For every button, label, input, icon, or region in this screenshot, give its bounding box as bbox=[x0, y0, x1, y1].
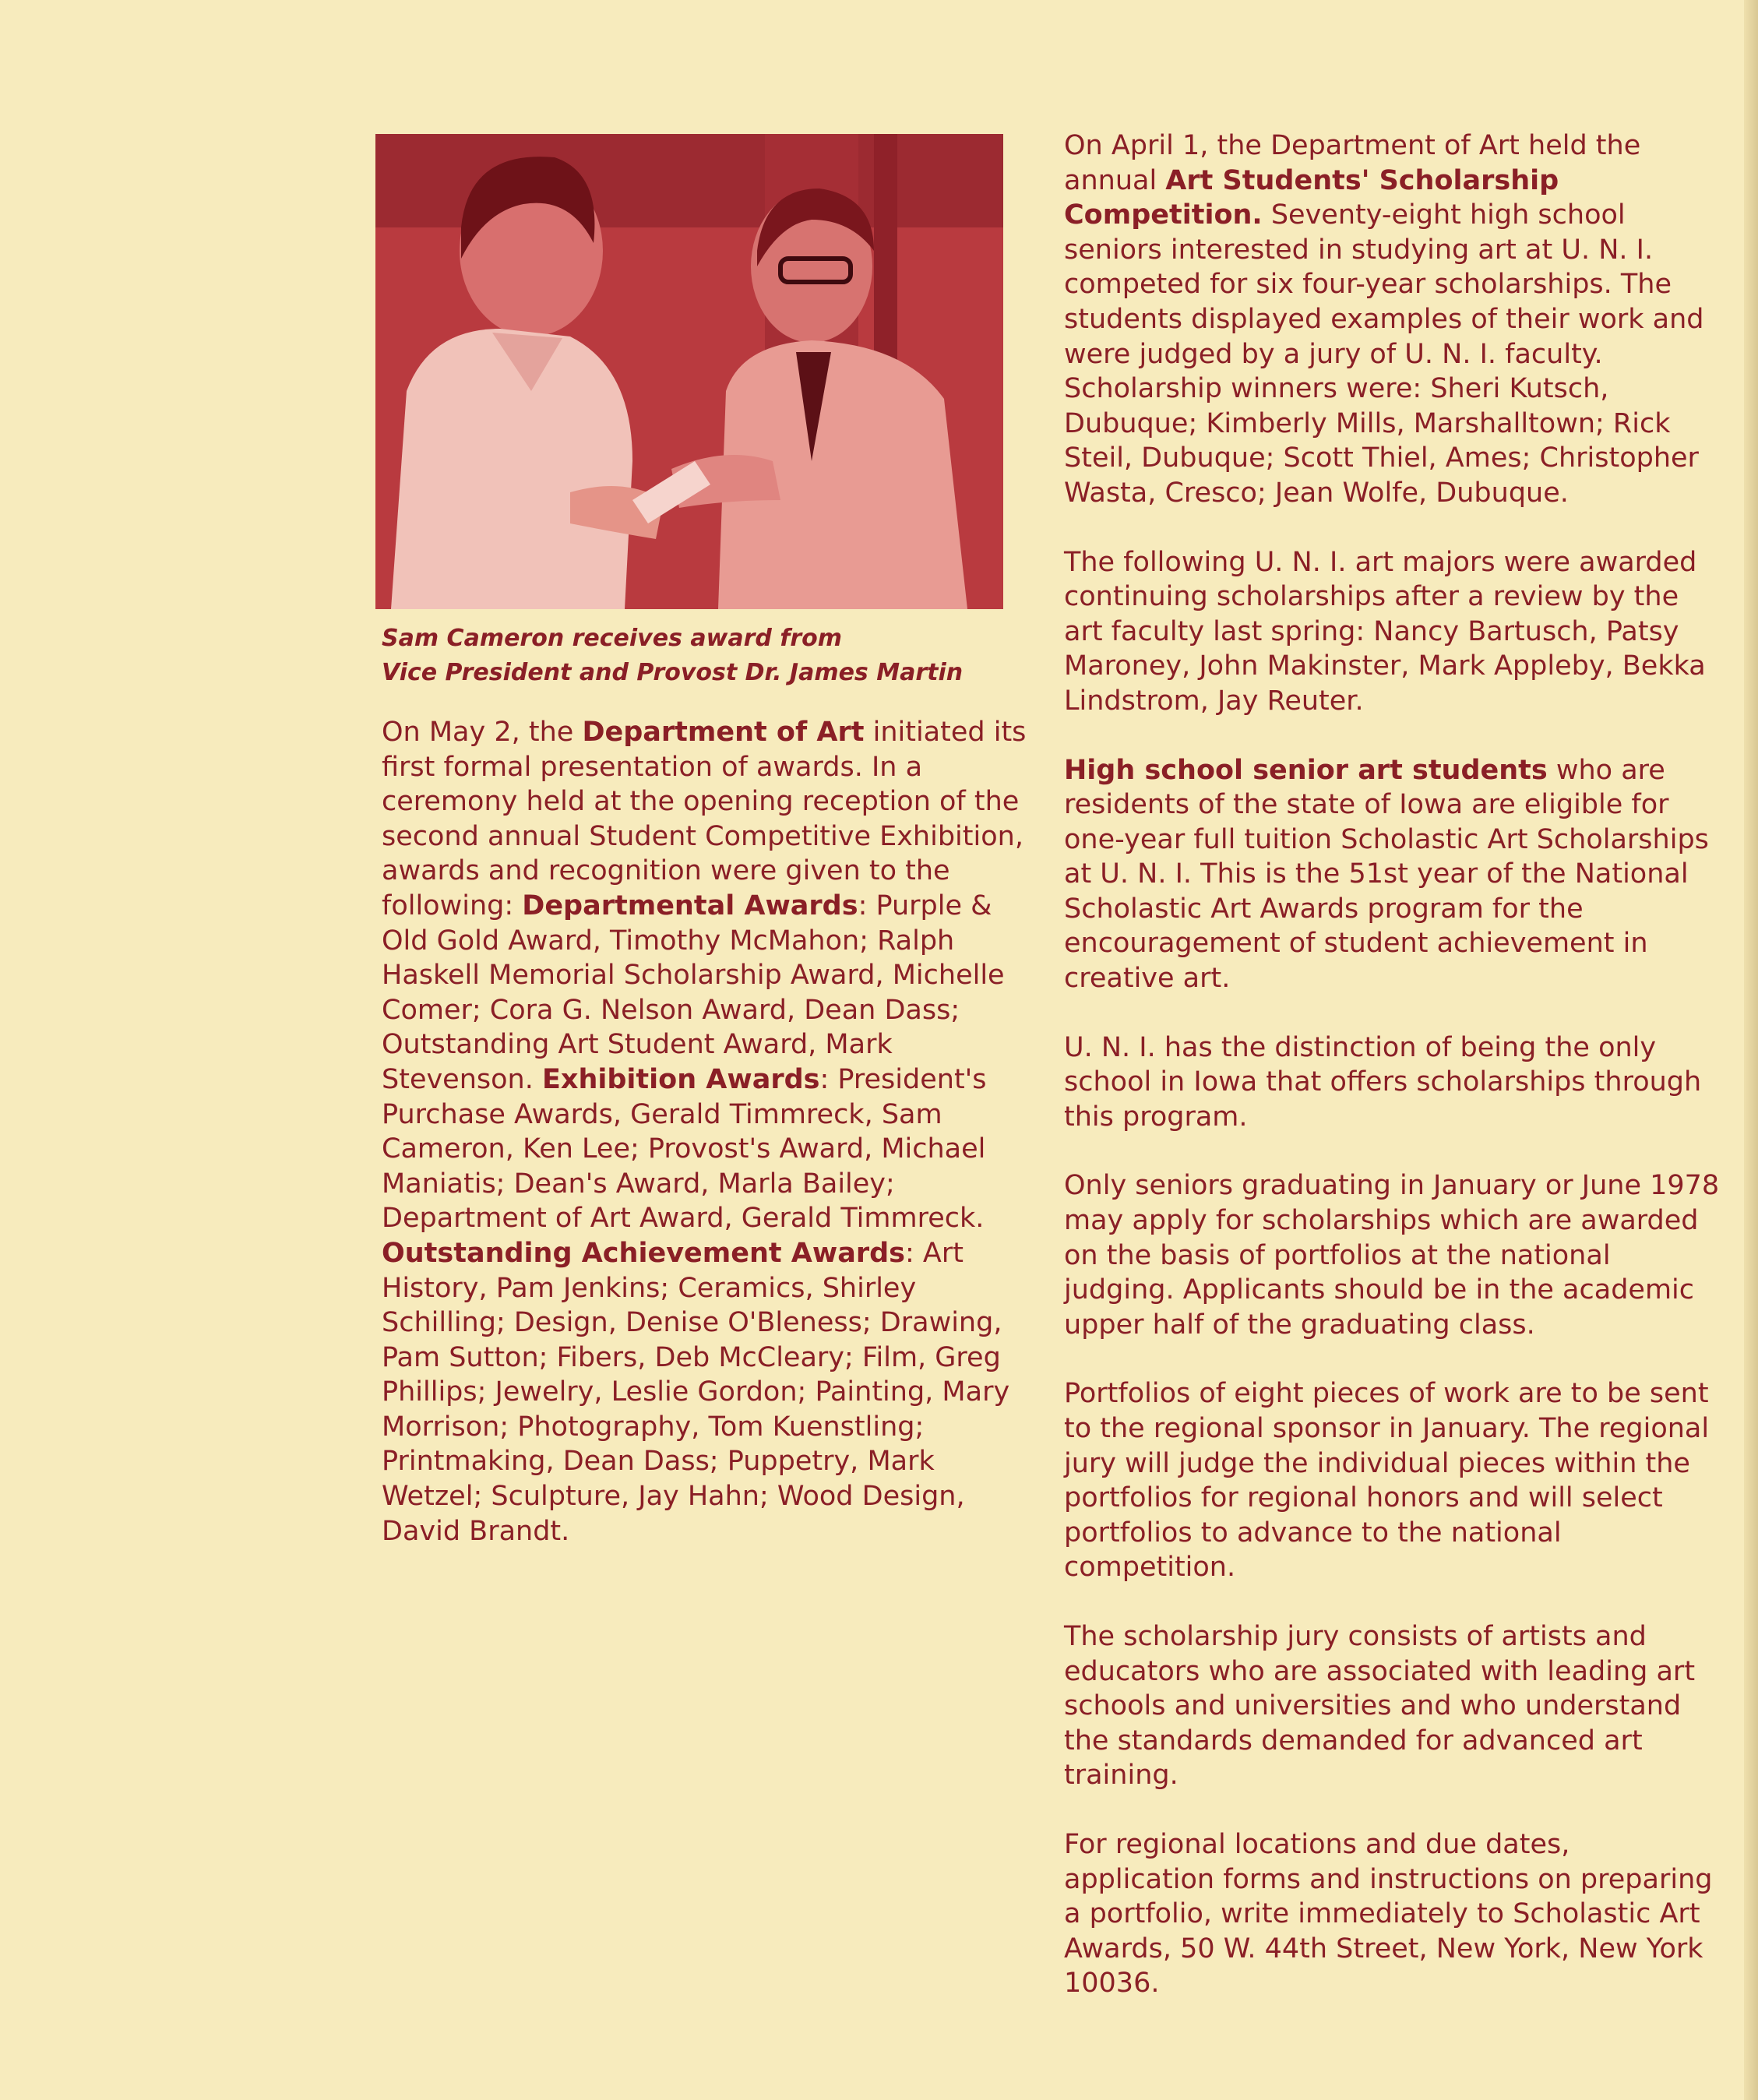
right-column bbox=[1064, 129, 1722, 2001]
award-photo-illustration bbox=[375, 134, 1003, 609]
caption-line-2: Vice President and Provost Dr. James Martin bbox=[382, 659, 964, 686]
text: initiated its first formal presentation of awards. In a ceremony held at the opening reception of the second annual Student Competitive Exhibition, awards and recognition were given to the following: bbox=[382, 717, 1027, 921]
text: : Art History, Pam Jenkins; Ceramics, Shirley Schilling; Design, Denise O'Bleness; Drawing, Pam Sutton; Fibers, Deb McCleary; Film, Greg Phillips; Jewelry, Leslie Gordon; Painting, Mary Morrison; Photography, Tom Kuenstling; Printmaking, Dean Dass; Puppetry, Mark Wetzel; Sculpture, Jay Hahn; Wood Design, David Brandt. bbox=[382, 1237, 1010, 1547]
photo-caption bbox=[382, 622, 1020, 690]
left-column bbox=[382, 715, 1044, 1549]
text: : President's Purchase Awards, Gerald Timmreck, Sam Cameron, Ken Lee; Provost's Award, Michael Maniatis; Dean's Award, Marla Bailey; Department of Art Award, Gerald Timmreck. bbox=[382, 1063, 987, 1235]
scholarship-competition-paragraph bbox=[1064, 129, 1722, 511]
text: On April 1, the Department of Art held the annual bbox=[1064, 130, 1641, 196]
contact-paragraph: For regional locations and due dates, application forms and instructions on preparing a portfolio, write immediately to Scholastic Art Awards, 50 W. 44th Street, New York, New York 10036. bbox=[1064, 1828, 1713, 2000]
text: : Purple & Old Gold Award, Timothy McMahon; Ralph Haskell Memorial Scholarship Award, Michelle Comer; Cora G. Nelson Award, Dean Dass; Outstanding Art Student Award, Mark Stevenson. bbox=[382, 890, 1005, 1095]
page-edge bbox=[1744, 0, 1758, 2100]
eligibility-paragraph: Only seniors graduating in January or June 1978 may apply for scholarships which are awarded on the basis of portfolios at the national judging. Applicants should be in the academic upper half of the graduating class. bbox=[1064, 1170, 1720, 1341]
bold-department-of-art: Department of Art bbox=[582, 717, 865, 748]
bold-high-school-senior-art-students: High school senior art students bbox=[1064, 754, 1548, 786]
caption-line-1: Sam Cameron receives award from bbox=[382, 625, 843, 652]
awards-paragraph bbox=[382, 715, 1044, 1549]
scholastic-art-paragraph bbox=[1064, 753, 1722, 996]
bold-outstanding-achievement-awards: Outstanding Achievement Awards bbox=[382, 1237, 905, 1269]
text: Seventy-eight high school seniors interested in studying art at U. N. I. competed for six four-year scholarships. The students displayed examples of their work and were judged by a jury of U. N. I. faculty. Scholarship winners were: Sheri Kutsch, Dubuque; Kimberly Mills, Marshalltown; Rick Steil, Dubuque; Scott Thiel, Ames; Christopher Wasta, Cresco; Jean Wolfe, Dubuque. bbox=[1064, 199, 1704, 509]
bold-departmental-awards: Departmental Awards bbox=[522, 890, 858, 921]
distinction-paragraph: U. N. I. has the distinction of being the only school in Iowa that offers scholarships through this program. bbox=[1064, 1031, 1702, 1133]
portfolios-paragraph: Portfolios of eight pieces of work are to be sent to the regional sponsor in January. The regional jury will judge the individual pieces within the portfolios for regional honors and will select portfolios to advance to the national competition. bbox=[1064, 1378, 1710, 1584]
bold-scholarship-competition: Art Students' Scholarship Competition. bbox=[1064, 164, 1559, 231]
continuing-scholarships-paragraph: The following U. N. I. art majors were awarded continuing scholarships after a review by the art faculty last spring: Nancy Bartusch, Patsy Maroney, John Makinster, Mark Appleby, Bekka Lindstrom, Jay Reuter. bbox=[1064, 546, 1706, 717]
text: On May 2, the bbox=[382, 717, 583, 748]
bold-exhibition-awards: Exhibition Awards bbox=[541, 1063, 820, 1095]
text: who are residents of the state of Iowa are eligible for one-year full tuition Scholastic Art Scholarships at U. N. I. This is the 51st year of the National Scholastic Art Awards program for the encouragement of student achievement in creative art. bbox=[1064, 754, 1709, 995]
award-photo bbox=[375, 134, 1003, 609]
jury-paragraph: The scholarship jury consists of artists and educators who are associated with leading art schools and universities and who understand the standards demanded for advanced art training. bbox=[1064, 1620, 1696, 1792]
